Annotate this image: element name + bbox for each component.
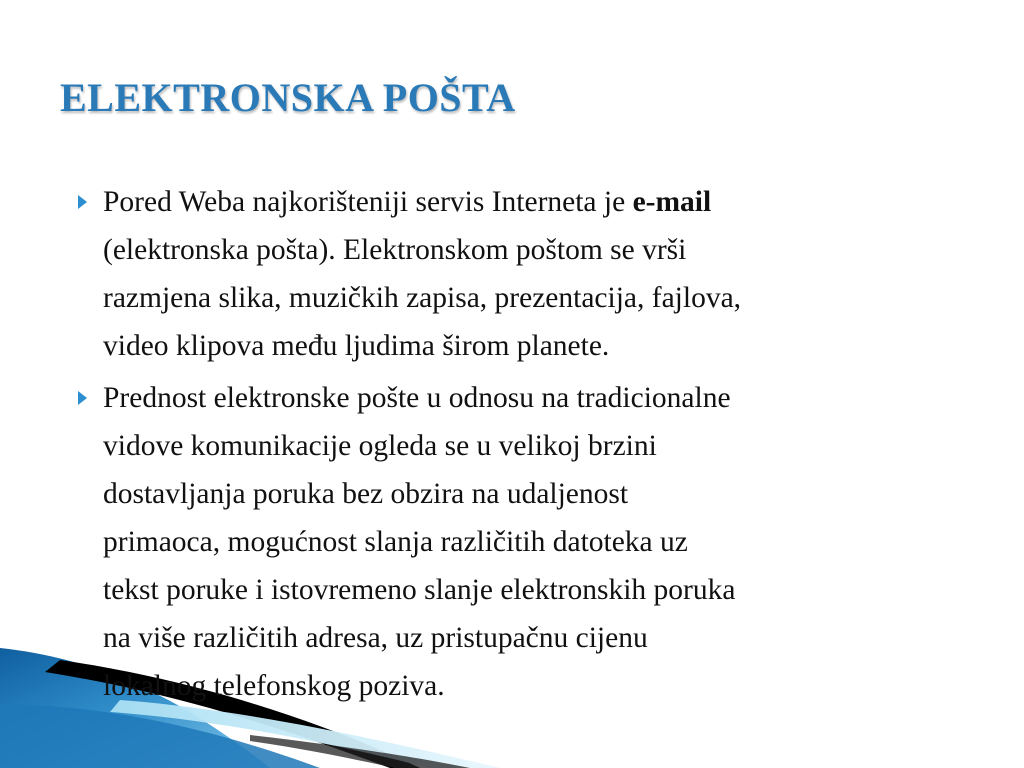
bullet-item <box>72 374 972 710</box>
text-line: video klipova među ljudima širom planete. <box>103 330 610 362</box>
triangle-right-icon <box>78 195 87 209</box>
text-segment: Pored Weba najkorišteniji servis Interneta je <box>103 186 633 218</box>
bullet-list <box>72 178 972 714</box>
email-term: e-mail <box>632 186 712 218</box>
text-line: na više različitih adresa, uz pristupačnu cijenu <box>103 622 648 654</box>
text-line: dostavljanja poruka bez obzira na udaljenost <box>103 478 629 510</box>
text-line: tekst poruke i istovremeno slanje elektronskih poruka <box>103 574 736 606</box>
triangle-right-icon <box>78 391 87 405</box>
bullet-text <box>103 374 972 710</box>
slide-title: ELEKTRONSKA POŠTA <box>60 75 516 120</box>
bullet-text <box>103 178 972 370</box>
bullet-item <box>72 178 972 370</box>
text-line: primaoca, mogućnost slanja različitih datoteka uz <box>103 526 688 558</box>
text-line: vidove komunikacije ogleda se u velikoj brzini <box>103 430 657 462</box>
text-line: (elektronska pošta). Elektronskom poštom se vrši <box>103 234 687 266</box>
text-line: Prednost elektronske pošte u odnosu na tradicionalne <box>103 382 731 414</box>
text-line: lokalnog telefonskog poziva. <box>103 670 445 702</box>
text-line: razmjena slika, muzičkih zapisa, prezentacija, fajlova, <box>103 282 742 314</box>
text-line <box>103 178 972 226</box>
